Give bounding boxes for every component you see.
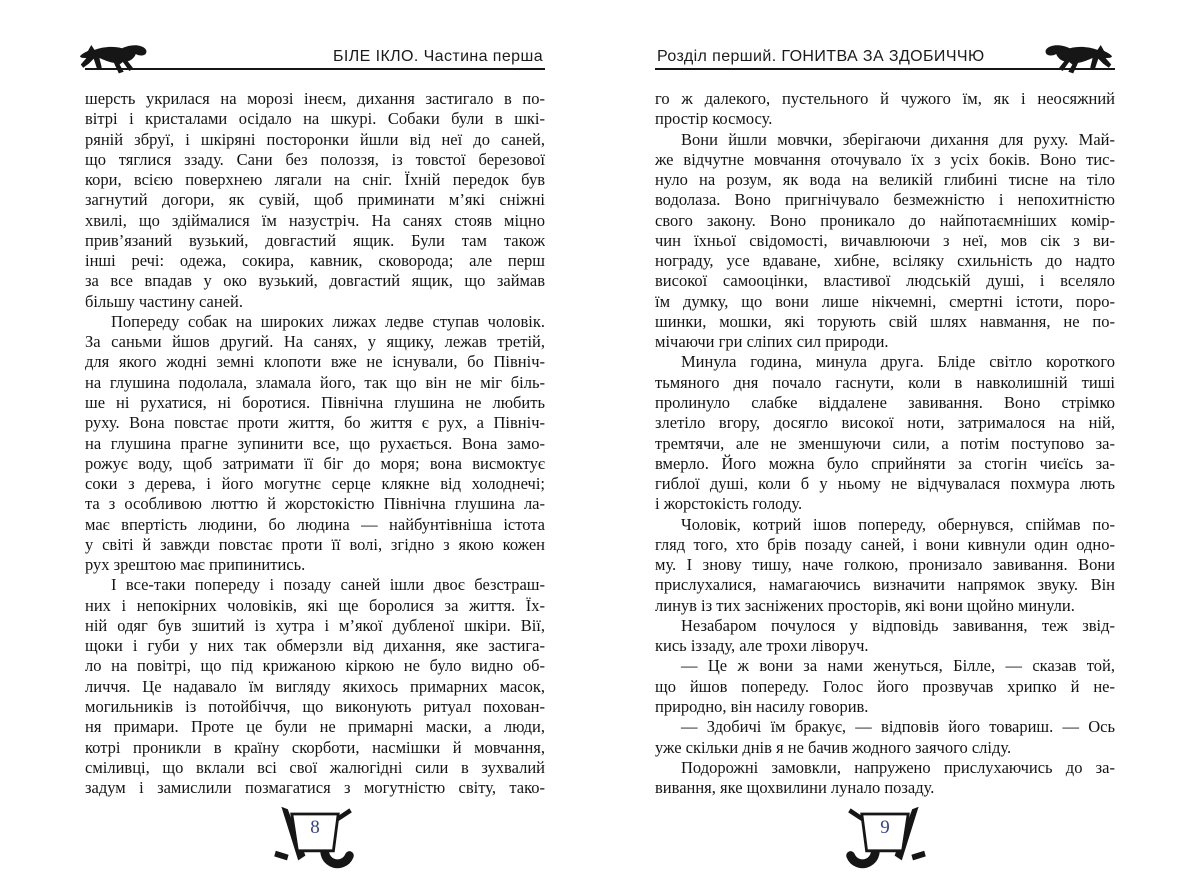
text-line: простір космосу. [655, 109, 773, 129]
text-line: чин їхньої свідомості, вичавлюючи з неї, мов сік з ви- [655, 230, 1115, 250]
page-header-title: Розділ перший. ГОНИТВА ЗА ЗДОБИЧЧЮ [657, 48, 985, 65]
running-wolf-icon [1027, 41, 1121, 75]
text-line: соки з дерева, і його могутнє серце клякне від холоднечі; [85, 474, 545, 494]
text-line: у світі й завжди повстає проти її волі, згідно з якою кожен [85, 534, 545, 554]
text-line: інші речі: одежа, сокира, кавник, сковорода; але перш [85, 251, 545, 271]
text-line: на глушина подолала, зламала його, так що він не міг біль- [85, 372, 545, 392]
text-line: — Здобичі їм бракує, — відповів його товариш. — Ось [681, 717, 1115, 737]
text-line: їм думку, що вони лише нікчемні, смертні істоти, поро- [655, 291, 1115, 311]
text-line: — Це ж вони за нами женуться, Білле, — сказав той, [681, 656, 1115, 676]
page-body-text [655, 89, 1115, 798]
text-line: вивання, яке щохвилини лунало позаду. [655, 778, 935, 798]
text-line: Попереду собак на широких лижах ледве ступав чоловік. [111, 311, 545, 331]
text-line: що тяглися ззаду. Сани без полоззя, із товстої березової [85, 149, 545, 169]
text-line: І все-таки попереду і позаду саней ішли двоє безстраш- [111, 575, 545, 595]
text-line: личчя. Це надавало їм вигляду якихось примарних масок, [85, 676, 545, 696]
text-line: шерсть укрилася на морозі інеєм, дихання застигало в по- [85, 89, 545, 108]
text-line: вітрі і кристалами осідало на шкурі. Собаки були в шкі- [85, 109, 545, 129]
text-line: пролинуло слабке віддалене завивання. Воно стрімко [655, 392, 1115, 412]
text-line: ше ні рухатися, ні боротися. Північна глушина не любить [85, 392, 545, 412]
text-line: гиблої душі, коли б у ньому не відчувалася похмура лють [655, 474, 1115, 494]
text-line: Незабаром почулося у відповідь завивання, теж звід- [681, 615, 1115, 635]
text-line: Вони йшли мовчки, зберігаючи дихання для руху. Май- [681, 129, 1115, 149]
text-line: на глушина прагне зупинити все, що рухається. Вона замо- [85, 433, 545, 453]
text-line: кись іззаду, але трохи ліворуч. [655, 636, 869, 656]
text-line: ній одяг був зшитий із хутра і м’якої дубленої шкіри. Вії, [85, 615, 545, 635]
running-head-right [655, 44, 1115, 70]
text-line: хвилі, що здіймалися їм назустріч. На санях стояв міцно [85, 210, 545, 230]
text-line: шинки, мошки, які торують свій шлях навмання, не по- [655, 311, 1115, 331]
page-number: 8 [310, 817, 320, 838]
text-line: свого закону. Воно проникало до найпотаємніших комір- [655, 210, 1115, 230]
text-line: високої самооцінки, властивої людській душі, і вселяло [655, 271, 1115, 291]
text-line: і жорстокість голоду. [655, 494, 803, 514]
text-line: щоки і губи у них так обмерзли від дихання, яке застига- [85, 636, 545, 656]
text-line: загнутий догори, як сувій, щоб приминати м’які сніжні [85, 190, 545, 210]
text-line: уже скільки днів я не бачив жодного заячого сліду. [655, 737, 1012, 757]
text-line: має впертість людини, бо людина — найбунтівніша істота [85, 514, 545, 534]
text-line: мічаючи гри сліпих сил природи. [655, 332, 889, 352]
text-line: сміливці, що вклали всі свої жалюгідні сили в зухвалий [85, 757, 545, 777]
page-body-text [85, 89, 545, 798]
page-number: 9 [880, 817, 890, 838]
text-line: линув із тих засніжених просторів, які вони щойно минули. [655, 595, 1075, 615]
text-line: що йшов попереду. Голос його прозвучав хрипко й не- [655, 676, 1115, 696]
text-line: нограду, усе вдаване, хибне, всіляку схильність до надто [655, 251, 1115, 271]
text-line: та з особливою люттю й жорстокістю Північна глушина ла- [85, 494, 545, 514]
text-line: ло на повітрі, що під крижаною кіркою не було видно об- [85, 656, 545, 676]
text-line: ня примари. Проте це були не примарні маски, а люди, [85, 717, 545, 737]
text-line: Чоловік, котрий ішов попереду, обернувся, спіймав по- [681, 514, 1115, 534]
text-line: рух зрештою має припинитись. [85, 555, 306, 575]
text-line: гляд того, хто брів позаду саней, і вони кивнули один одно- [655, 534, 1115, 554]
text-line: Подорожні замовкли, напружено прислухаючись до за- [681, 757, 1115, 777]
text-line: котрі проникли в країну скорботи, насмішки й мовчання, [85, 737, 545, 757]
page-right [655, 0, 1115, 890]
text-line: кори, всією поверхнею лягали на сніг. Їхній передок був [85, 170, 545, 190]
text-line: прив’язаний вузький, довгастий ящик. Були там також [85, 230, 545, 250]
text-line: руху. Вона повстає проти життя, бо життя є рух, а Північ- [85, 413, 545, 433]
text-line: більшу частину саней. [85, 291, 243, 311]
text-line: них і непокірних чоловіків, які ще боролися за життя. Їх- [85, 595, 545, 615]
text-line: злетіло вгору, досягло високої ноти, затрималося на ній, [655, 413, 1115, 433]
text-line: же відчутне мовчання оточувало їх з усіх боків. Воно тис- [655, 149, 1115, 169]
running-wolf-icon [71, 41, 165, 75]
text-line: за все впадав у око вузький, довгастий ящик, що займав [85, 271, 545, 291]
page-footer-left [85, 806, 545, 876]
text-line: для якого жодні земні клопоти вже не існували, бо Північ- [85, 352, 545, 372]
running-head-left [85, 44, 545, 70]
text-line: водолаза. Воно пригнічувало безмежністю і непохитністю [655, 190, 1115, 210]
text-line: вмерло. Його можна було сприйняти за стогін чиєїсь за- [655, 453, 1115, 473]
text-line: тремтячи, але не зменшуючи сили, а потім поступово за- [655, 433, 1115, 453]
text-line: рожує воду, щоб затримати її біг до моря; вона висмоктує [85, 453, 545, 473]
text-line: ряній збруї, і шкіряні посторонки йшли від неї до саней, [85, 129, 545, 149]
text-line: могильників із потойбіччя, що виконують ритуал похован- [85, 696, 545, 716]
text-line: го ж далекого, пустельного й чужого їм, як і неосяжний [655, 89, 1115, 108]
text-line: За саньми йшов другий. На санях, у ящику, лежав третій, [85, 332, 545, 352]
page-footer-right [655, 806, 1115, 876]
text-line: тьмяного дня почало гаснути, коли в навколишній тиші [655, 372, 1115, 392]
text-line: природно, він насилу говорив. [655, 696, 869, 716]
text-line: задум і замислили позмагатися з могутністю світу, тако- [85, 778, 545, 798]
text-line: нуло на розум, як вода на великій глибині тисне на тіло [655, 170, 1115, 190]
text-line: му. І знову тишу, наче голкою, пронизало завивання. Вони [655, 555, 1115, 575]
text-line: прислухалися, намагаючись визначити напрямок звуку. Він [655, 575, 1115, 595]
page-header-title: БІЛЕ ІКЛО. Частина перша [333, 48, 543, 65]
page-left [85, 0, 545, 890]
text-line: Минула година, минула друга. Бліде світло короткого [681, 352, 1115, 372]
